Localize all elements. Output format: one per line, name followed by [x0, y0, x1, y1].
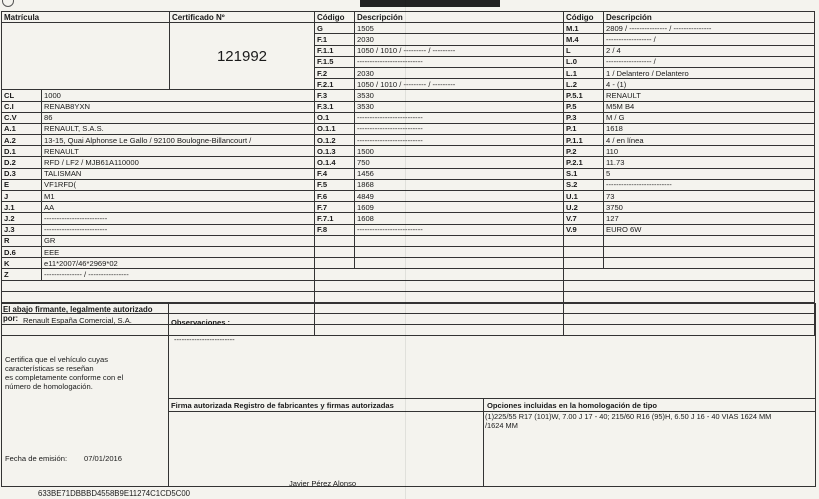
firma-divider [169, 411, 483, 412]
mid-field-value: 3530 [355, 90, 564, 101]
grid-row [2, 101, 815, 112]
grid-row [2, 168, 815, 179]
firma-box [168, 398, 484, 487]
grid-row [2, 280, 815, 291]
mid-field-value: 2030 [355, 67, 564, 78]
right-field-code: S.2 [564, 179, 604, 190]
left-field-code: A.1 [2, 123, 42, 134]
mid-field-value: 1500 [355, 146, 564, 157]
right-field-value: 1 / Delantero / Delantero [604, 67, 815, 78]
opciones-line-2: /1624 MM [485, 421, 518, 430]
right-field-code: M.1 [564, 23, 604, 34]
left-field-code: C.V [2, 112, 42, 123]
mid-field-code: F.8 [315, 224, 355, 235]
grid-row [2, 157, 815, 168]
mid-field-value: 1050 / 1010 / --------- / --------- [355, 79, 564, 90]
certificate-number: 121992 [170, 23, 315, 90]
cert-line-1: Certifica que el vehículo cuyas [5, 355, 108, 364]
mid-field-code [315, 258, 355, 269]
grid-row [2, 112, 815, 123]
mid-field-value [355, 246, 564, 257]
mid-field-code: F.3 [315, 90, 355, 101]
right-field-value: 5 [604, 168, 815, 179]
right-field-value: 2 / 4 [604, 45, 815, 56]
grid-row [2, 90, 815, 101]
mid-field-code [315, 235, 355, 246]
signer-box [1, 303, 169, 487]
signer-company: Renault España Comercial, S.A. [23, 316, 132, 325]
left-field-code: A.2 [2, 135, 42, 146]
mid-field-code: F.1.1 [315, 45, 355, 56]
left-field-value: RFD / LF2 / MJB61A110000 [42, 157, 315, 168]
right-field-value: 4 - (1) [604, 79, 815, 90]
grid-row [2, 224, 815, 235]
signer-heading: El abajo firmante, legalmente autorizado [3, 305, 153, 314]
grid-row [2, 291, 815, 302]
mid-field-code: F.1.5 [315, 56, 355, 67]
left-field-code: K [2, 258, 42, 269]
observaciones-label: Observaciones : [171, 318, 231, 327]
mid-field-code: O.1 [315, 112, 355, 123]
left-field-value: --------------- / ---------------- [42, 269, 315, 280]
right-field-code: L.0 [564, 56, 604, 67]
right-field-value: RENAULT [604, 90, 815, 101]
right-field-code: L.2 [564, 79, 604, 90]
grid-row [2, 179, 815, 190]
grid-row [2, 135, 815, 146]
signer-name: Javier Pérez Alonso [289, 479, 357, 488]
right-field-code: S.1 [564, 168, 604, 179]
observaciones-value: ------------------------ [174, 335, 235, 344]
left-field-code: Z [2, 269, 42, 280]
right-field-value: ------------------ / [604, 56, 815, 67]
left-field-value: 13-15, Quai Alphonse Le Gallo / 92100 Boulogne-Billancourt / [42, 135, 315, 146]
right-field-value: -------------------------- [604, 179, 815, 190]
certificado-label: Certificado Nº [170, 12, 315, 23]
mid-field-code: O.1.4 [315, 157, 355, 168]
left-field-value: e11*2007/46*2969*02 [42, 258, 315, 269]
right-field-value [604, 235, 815, 246]
right-field-value: 127 [604, 213, 815, 224]
grid-row [2, 246, 815, 257]
mid-empty-cell [315, 280, 564, 291]
left-empty-cell [2, 291, 315, 302]
right-field-value: 110 [604, 146, 815, 157]
right-field-code: L [564, 45, 604, 56]
right-field-code: L.1 [564, 67, 604, 78]
right-field-code: P.2.1 [564, 157, 604, 168]
grid-row [2, 269, 815, 280]
left-field-value: RENAB8YXN [42, 101, 315, 112]
grid-row [2, 191, 815, 202]
left-empty-cell [2, 280, 315, 291]
right-empty-cell [564, 291, 815, 302]
mid-field-value: 1868 [355, 179, 564, 190]
descripcion-label-mid: Descripción [355, 12, 564, 23]
right-field-code [564, 246, 604, 257]
left-field-code: R [2, 235, 42, 246]
right-field-code: P.1.1 [564, 135, 604, 146]
grid-row [2, 23, 815, 34]
left-field-value: 1000 [42, 90, 315, 101]
grid-row [2, 258, 815, 269]
corner-mark [2, 0, 14, 7]
matricula-label: Matrícula [2, 12, 170, 23]
mid-field-code: F.1 [315, 34, 355, 45]
mid-field-value: 4849 [355, 191, 564, 202]
right-field-code: P.5 [564, 101, 604, 112]
right-field-code: V.9 [564, 224, 604, 235]
mid-field-value: -------------------------- [355, 135, 564, 146]
right-field-code: P.3 [564, 112, 604, 123]
right-field-value: 2809 / --------------- / --------------- [604, 23, 815, 34]
mid-field-code: F.2 [315, 67, 355, 78]
mid-field-value: 1608 [355, 213, 564, 224]
left-field-code: CL [2, 90, 42, 101]
mid-field-code: G [315, 23, 355, 34]
grid-row [2, 202, 815, 213]
left-field-value: 86 [42, 112, 315, 123]
right-field-value [604, 258, 815, 269]
grid-row [2, 213, 815, 224]
mid-field-code: F.7.1 [315, 213, 355, 224]
left-field-value: RENAULT [42, 146, 315, 157]
left-field-value: GR [42, 235, 315, 246]
fecha-label: Fecha de emisión: [5, 454, 68, 463]
right-field-code: V.7 [564, 213, 604, 224]
right-field-value: 4 / en línea [604, 135, 815, 146]
left-field-value: AA [42, 202, 315, 213]
mid-field-value: -------------------------- [355, 123, 564, 134]
right-field-code: U.1 [564, 191, 604, 202]
left-field-value: TALISMAN [42, 168, 315, 179]
mid-field-code: O.1.2 [315, 135, 355, 146]
signer-por: por: [3, 314, 19, 323]
left-field-code: J.2 [2, 213, 42, 224]
codigo-label-right: Código [564, 12, 604, 23]
mid-field-value: 1456 [355, 168, 564, 179]
mid-field-code: O.1.3 [315, 146, 355, 157]
opciones-box [483, 398, 816, 487]
left-field-code: D.3 [2, 168, 42, 179]
mid-field-value: 1609 [355, 202, 564, 213]
grid-row [2, 123, 815, 134]
left-field-value: ------------------------- [42, 213, 315, 224]
right-field-value [604, 246, 815, 257]
paper-fold-line [405, 0, 406, 499]
right-field-code [564, 258, 604, 269]
right-field-value: 3750 [604, 202, 815, 213]
right-field-code: P.5.1 [564, 90, 604, 101]
right-field-code: P.1 [564, 123, 604, 134]
mid-field-code [315, 246, 355, 257]
right-field-value: 1618 [604, 123, 815, 134]
matricula-value [2, 23, 170, 90]
mid-empty-cell [315, 291, 564, 302]
right-field-code: P.2 [564, 146, 604, 157]
grid-row [2, 12, 815, 23]
mid-field-code: F.7 [315, 202, 355, 213]
right-field-value: M5M B4 [604, 101, 815, 112]
left-field-code: E [2, 179, 42, 190]
right-field-code: M.4 [564, 34, 604, 45]
right-field-code [564, 235, 604, 246]
right-empty-cell [564, 269, 815, 280]
mid-field-value: 1050 / 1010 / --------- / --------- [355, 45, 564, 56]
mid-field-code: O.1.1 [315, 123, 355, 134]
left-field-code: D.1 [2, 146, 42, 157]
certification-section [1, 303, 816, 487]
observaciones-box [168, 303, 816, 399]
mid-field-code: F.2.1 [315, 79, 355, 90]
left-field-code: J.1 [2, 202, 42, 213]
mid-field-value: -------------------------- [355, 224, 564, 235]
cert-line-3: es completamente conforme con el [5, 373, 124, 382]
left-field-value: RENAULT, S.A.S. [42, 123, 315, 134]
opciones-line-1: (1)225/55 R17 (101)W, 7.00 J 17 - 40; 215/60 R16 (95)H, 6.50 J 16 - 40 VIAS 1624 MM [485, 412, 772, 421]
left-field-value: M1 [42, 191, 315, 202]
firma-label: Firma autorizada Registro de fabricantes y firmas autorizadas [171, 401, 394, 410]
right-empty-cell [564, 280, 815, 291]
mid-field-value: 3530 [355, 101, 564, 112]
descripcion-label-right: Descripción [604, 12, 815, 23]
codigo-label-mid: Código [315, 12, 355, 23]
right-field-value: ------------------ / [604, 34, 815, 45]
right-field-value: 73 [604, 191, 815, 202]
left-field-code: C.I [2, 101, 42, 112]
top-header-band [360, 0, 500, 7]
mid-field-code: F.4 [315, 168, 355, 179]
mid-field-value: 750 [355, 157, 564, 168]
mid-field-code: F.3.1 [315, 101, 355, 112]
left-field-value: VF1RFD( [42, 179, 315, 190]
mid-field-value: -------------------------- [355, 56, 564, 67]
cert-line-4: número de homologación. [5, 382, 93, 391]
technical-data-grid [1, 11, 815, 336]
left-field-code: J [2, 191, 42, 202]
left-field-code: J.3 [2, 224, 42, 235]
fecha-value: 07/01/2016 [84, 454, 123, 463]
cert-line-2: características se reseñan [5, 364, 94, 373]
mid-field-value [355, 258, 564, 269]
mid-field-value: 2030 [355, 34, 564, 45]
left-field-value: EEE [42, 246, 315, 257]
left-field-value: ------------------------- [42, 224, 315, 235]
left-field-code: D.6 [2, 246, 42, 257]
mid-field-value [355, 235, 564, 246]
right-field-code: U.2 [564, 202, 604, 213]
right-field-value: M / G [604, 112, 815, 123]
mid-field-value: -------------------------- [355, 112, 564, 123]
grid-row [2, 235, 815, 246]
right-field-value: EURO 6W [604, 224, 815, 235]
mid-field-code: F.6 [315, 191, 355, 202]
opciones-label: Opciones incluidas en la homologación de tipo [487, 401, 658, 410]
mid-field-code: F.5 [315, 179, 355, 190]
document-hash: 633BE71DBBBD4558B9E11274C1CD5C00 [38, 489, 190, 498]
left-field-code: D.2 [2, 157, 42, 168]
mid-field-value: 1505 [355, 23, 564, 34]
mid-empty-cell [315, 269, 564, 280]
grid-row [2, 146, 815, 157]
right-field-value: 11.73 [604, 157, 815, 168]
